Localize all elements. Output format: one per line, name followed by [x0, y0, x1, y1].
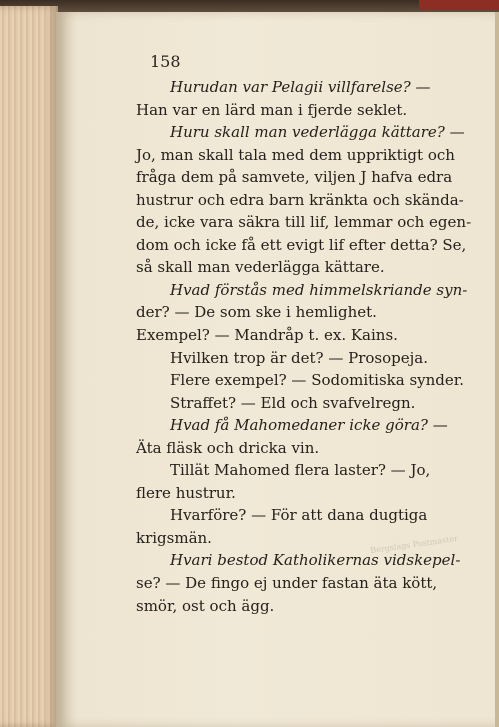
text-line [136, 549, 461, 572]
text-line: se? — De fingo ej under fastan äta kött, [136, 574, 438, 593]
text-line [136, 414, 458, 437]
text-line: smör, ost och ägg. [136, 596, 275, 615]
text-line: Hvarföre? — För att dana dugtiga [170, 506, 428, 525]
text-line: Hvilken trop är det? — Prosopeja. [170, 348, 428, 367]
page-number: 158 [150, 52, 181, 71]
text-line: krigsmän. [136, 528, 212, 547]
text-line: hustrur och edra barn kränkta och skända- [136, 190, 464, 209]
text-line: fråga dem på samvete, viljen J hafva edra [136, 168, 453, 187]
text-line: der? — De som ske i hemlighet. [136, 303, 377, 322]
question: Hvad få Mahomedaner icke göra? — [170, 416, 448, 435]
text-line: Flere exempel? — Sodomitiska synder. [170, 371, 465, 390]
question: Hvari bestod Katholikernas vidskepel- [170, 551, 461, 570]
text-line: flere hustrur. [136, 483, 236, 502]
question: Hvad förstås med himmelskriande syn- [170, 280, 468, 299]
page-text [136, 76, 472, 617]
page-right-edge [495, 12, 499, 727]
text-line: Tillät Mahomed flera laster? — Jo, [170, 461, 431, 480]
red-cover-corner [419, 0, 499, 10]
bleed-through-text: Bergslags Postmaster [369, 533, 459, 556]
question: Hurudan var Pelagii villfarelse? — [170, 78, 431, 96]
text-line [136, 279, 468, 302]
text-line: Äta fläsk och dricka vin. [136, 438, 320, 457]
text-line: Exempel? — Mandråp t. ex. Kains. [136, 326, 398, 345]
text-line [136, 121, 465, 144]
page-stack-edges [0, 6, 58, 727]
text-line: så skall man vederlägga kättare. [136, 258, 385, 277]
text-line [136, 76, 458, 99]
text-line: de, icke vara säkra till lif, lemmar och egen- [136, 213, 472, 232]
question: Huru skall man vederlägga kättare? — [170, 123, 465, 142]
text-line: Straffet? — Eld och svafvelregn. [170, 393, 416, 412]
text-line: Han var en lärd man i fjerde seklet. [136, 100, 408, 119]
text-line: Jo, man skall tala med dem uppriktigt och [136, 145, 455, 164]
text-line: dom och icke få ett evigt lif efter detta? Se, [136, 235, 467, 254]
